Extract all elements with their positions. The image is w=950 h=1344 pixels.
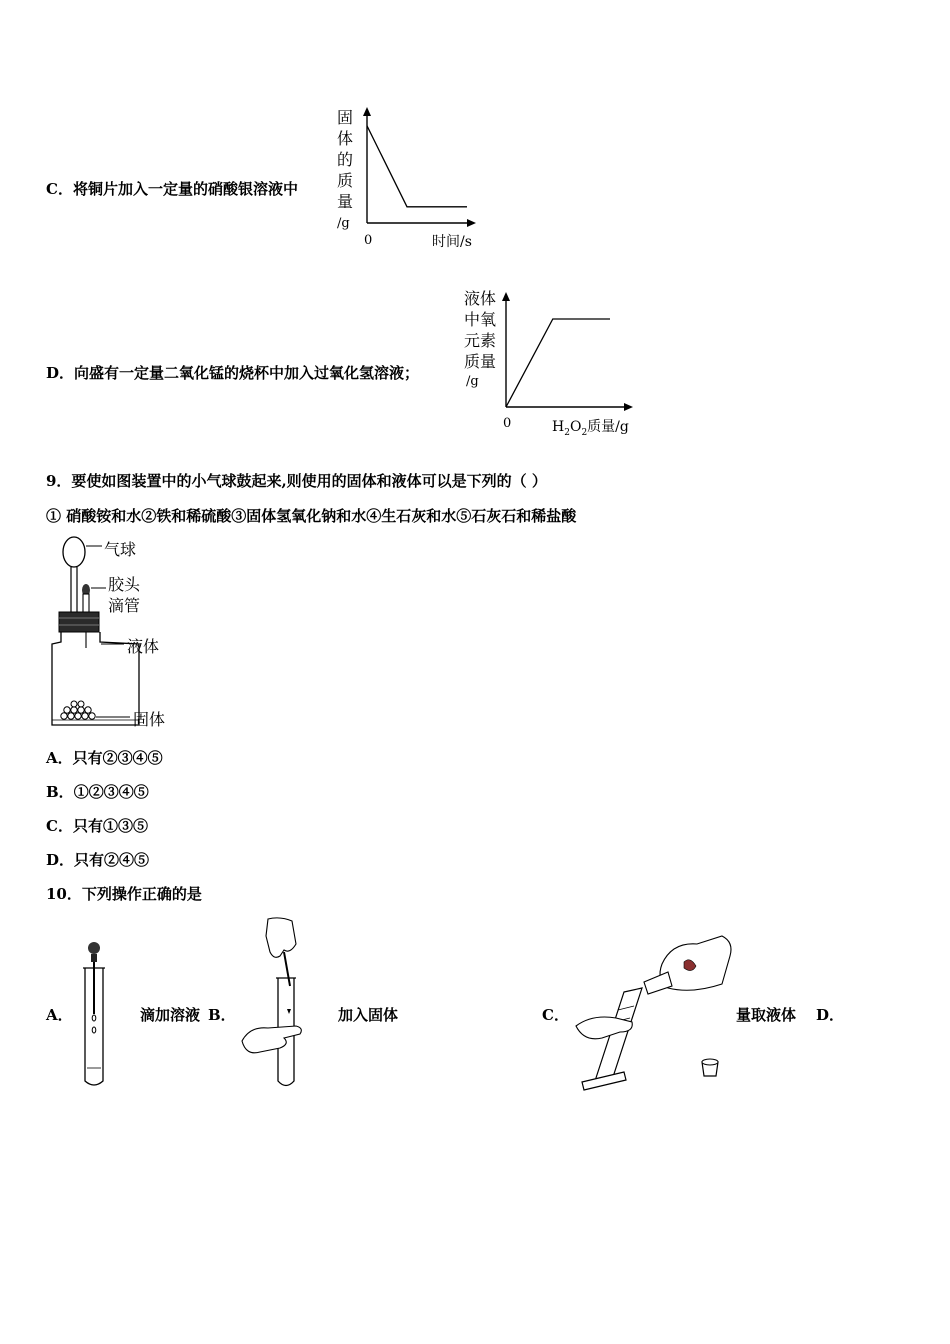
chart-d-series-line: [506, 319, 610, 407]
q9-choice-b-text: ①②③④⑤: [73, 783, 149, 801]
chart-d-xlabel-sub1: 2: [564, 427, 570, 438]
chart-c-xlabel: 时间/s: [432, 234, 472, 250]
chart-d-plot: [462, 286, 642, 441]
chart-c-ylabel-char: 体: [336, 129, 353, 148]
q8-option-c: [46, 178, 298, 199]
chart-d-y-arrow: [502, 292, 510, 301]
chart-c-plot: [330, 105, 490, 255]
chart-c-ylabel-char: 量: [336, 192, 353, 211]
label-dropper-line2: 滴管: [108, 596, 141, 615]
q9-choice-a: [46, 747, 163, 768]
q10-choice-a-caption: 滴加溶液: [140, 1006, 201, 1024]
q9-choice-d-text: 只有②④⑤: [74, 851, 150, 869]
q8-option-d-text: 向盛有一定量二氧化锰的烧杯中加入过氧化氢溶液；: [74, 364, 420, 382]
chart-d-xlabel-o: O: [569, 419, 582, 435]
chart-d-origin: 0: [503, 416, 512, 431]
q9-choice-d-label: D．: [46, 851, 75, 869]
label-solid: 固体: [133, 710, 166, 729]
label-liquid: 液体: [127, 637, 160, 656]
chart-c-ylabel-char: 的: [336, 150, 353, 169]
chart-c-ylabel-char: 质: [336, 171, 353, 190]
q10-choice-d-label: D．: [816, 1006, 845, 1024]
chart-d-ylabel-line: 液体: [464, 289, 497, 308]
q10-figure-b-svg: [240, 916, 320, 1091]
q9-choice-c-label: C．: [46, 817, 73, 835]
q10-figure-c-measure-liquid: [572, 922, 737, 1097]
q10-figure-b-add-solid: [240, 916, 320, 1091]
solid-pellets: [61, 701, 95, 719]
q10-choice-b-caption: 加入固体: [338, 1006, 399, 1024]
q9-apparatus-figure: [44, 532, 244, 732]
chart-c-y-arrow: [363, 107, 371, 116]
chart-c-yunit: /g: [337, 216, 350, 231]
chart-c: [330, 105, 490, 255]
q10-choice-c-label: C．: [542, 1006, 569, 1024]
q9-choice-a-text: 只有②③④⑤: [72, 749, 163, 767]
q10-figure-a-svg: [78, 938, 110, 1090]
chart-d-xlabel-rest: 质量/g: [587, 419, 629, 435]
q9-stem: 9．要使如图装置中的小气球鼓起来,则使用的固体和液体可以是下列的（ ）: [46, 472, 547, 490]
q10-stem: 10．下列操作正确的是: [46, 885, 202, 903]
chart-c-series-line: [367, 126, 467, 207]
label-dropper-line1: 胶头: [108, 575, 141, 594]
q9-choice-c: [46, 815, 148, 836]
q10-choice-c-caption: 量取液体: [736, 1006, 797, 1024]
q9-choice-b-label: B．: [46, 783, 74, 801]
chart-d-xlabel-sub2: 2: [581, 427, 588, 438]
chart-d: [462, 286, 642, 441]
chart-d-xlabel-h: H: [552, 419, 565, 435]
label-dropper: [108, 574, 140, 616]
q10-choice-b-label: B．: [208, 1006, 236, 1024]
q8-option-d: [46, 362, 419, 383]
chart-d-ylabel-line: 中氧: [464, 310, 497, 329]
stopper: [59, 612, 99, 632]
chart-d-yunit: /g: [466, 374, 479, 389]
q9-choice-c-text: 只有①③⑤: [72, 817, 148, 835]
q8-option-c-text: 将铜片加入一定量的硝酸银溶液中: [72, 180, 298, 198]
q10-figure-c-svg: [572, 922, 737, 1097]
q9-options-line: ① 硝酸铵和水②铁和稀硫酸③固体氢氧化钠和水④生石灰和水⑤石灰石和稀盐酸: [46, 507, 577, 525]
chart-c-x-arrow: [467, 219, 476, 227]
chart-d-ylabel-line: 元素: [464, 331, 497, 350]
q8-option-c-label: C．: [46, 180, 73, 198]
chart-d-ylabel-line: 质量: [464, 352, 497, 371]
chart-c-origin: 0: [364, 233, 373, 248]
chart-d-x-arrow: [624, 403, 633, 411]
q9-apparatus-svg: [44, 532, 244, 732]
balloon-shape: [63, 537, 85, 567]
q10-choice-a-label: A．: [46, 1006, 73, 1024]
q9-choice-b: [46, 781, 149, 802]
q8-option-d-label: D．: [46, 364, 75, 382]
q9-choice-d: [46, 849, 149, 870]
q9-choice-a-label: A．: [46, 749, 73, 767]
q10-figure-a-dropper-tube: [78, 938, 110, 1090]
label-balloon: 气球: [104, 540, 137, 559]
chart-c-ylabel-char: 固: [336, 108, 353, 127]
